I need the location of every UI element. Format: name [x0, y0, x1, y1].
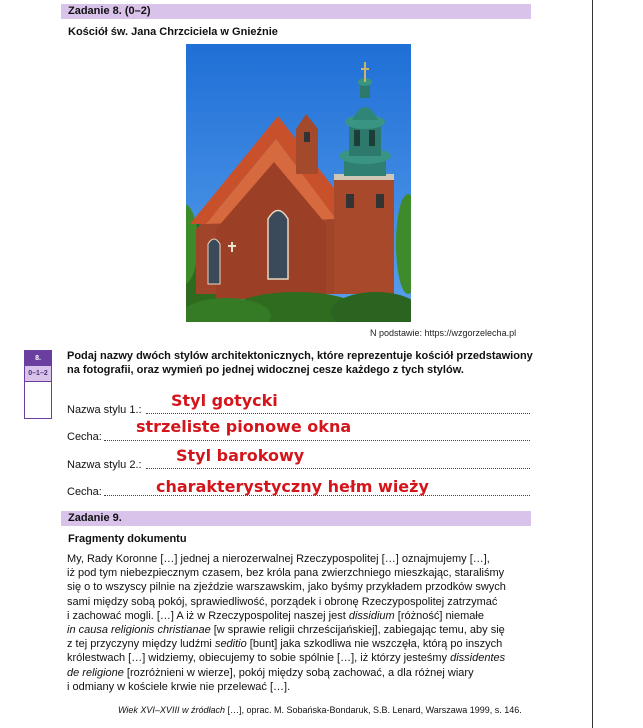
- page-right-border: [592, 0, 593, 728]
- task-8-subtitle: Kościół św. Jana Chrzciciela w Gnieźnie: [68, 26, 278, 38]
- score-range: 0–1–2: [25, 366, 51, 382]
- feature-1-label: Cecha:: [67, 431, 102, 443]
- task-9-header: Zadanie 9.: [68, 512, 122, 524]
- style-2-line[interactable]: [146, 468, 530, 469]
- document-excerpt: [67, 552, 532, 694]
- excerpt-line: in causa religionis christianae [w sprawie religii chrześcijańskiej], zabiegając temu, aby się: [67, 624, 505, 637]
- latin-term: in causa religionis christianae: [67, 624, 211, 637]
- church-photo: [186, 44, 411, 322]
- excerpt-line: i zachować mogli. […] A iż w Rzeczypospolitej naszej jest dissidium [różność] niemałe: [67, 609, 484, 622]
- task-8-header-bar: [61, 4, 531, 19]
- excerpt-line: iż pod tym niebezpiecznym czasem, bez króla pana zwierzchniego mieszkając, staraliśmy: [67, 567, 505, 580]
- feature-2-answer: charakterystyczny hełm wieży: [156, 477, 429, 496]
- score-number: 8.: [25, 351, 51, 366]
- task-8-question: Podaj nazwy dwóch stylów architektonicznych, które reprezentuje kościół przedstawiony na fotografii, oraz wymień po jednej widocznej cesze każdego z tych stylów.: [67, 350, 533, 376]
- score-box: [24, 350, 52, 419]
- style-1-label: Nazwa stylu 1.:: [67, 404, 142, 416]
- church-illustration: [186, 44, 411, 322]
- feature-1-line[interactable]: [104, 440, 530, 441]
- excerpt-line: się o to wszyscy pilnie na zjeździe warszawskim, jako byśmy przykładem przodków swych: [67, 581, 506, 594]
- style-2-label: Nazwa stylu 2.:: [67, 459, 142, 471]
- excerpt-line: królestwach […] widziemy, obiecujemy to sobie spólnie […], iż którzy jesteśmy dissidentes: [67, 652, 506, 665]
- photo-caption: N podstawie: https://wzgorzelecha.pl: [370, 328, 517, 338]
- latin-term: dissidium: [348, 609, 395, 622]
- excerpt-line: i odmiany w kościele krwie nie przelewać […].: [67, 680, 291, 693]
- feature-1-answer: strzeliste pionowe okna: [136, 417, 352, 436]
- excerpt-line: sami między sobą pokój, sprawiedliwość, porządek i obronę Rzeczypospolitej zatrzymać: [67, 595, 498, 608]
- latin-term: de religione: [67, 666, 124, 679]
- task-8-header: Zadanie 8. (0–2): [68, 5, 151, 17]
- task-9-subtitle: Fragmenty dokumentu: [68, 533, 187, 545]
- score-entry-cell[interactable]: [25, 382, 51, 418]
- task-9-header-bar: [61, 511, 531, 526]
- source-citation: Wiek XVI–XVIII w źródłach […], oprac. M. Sobańska-Bondaruk, S.B. Lenard, Warszawa 1999, s. 146.: [118, 705, 522, 715]
- excerpt-line: My, Rady Koronne […] jednej a nierozerwalnej Rzeczypospolitej […] oznajmujemy […],: [67, 553, 490, 565]
- latin-term: dissidentes: [450, 652, 506, 665]
- excerpt-line: de religione [rozróżnieni w wierze], pokój między sobą zachować, a dla różnej wiary: [67, 666, 474, 679]
- style-1-answer: Styl gotycki: [171, 391, 278, 410]
- excerpt-line: z tej przyczyny między ludźmi seditio [bunt] jaka szkodliwa nie wszczęła, którą po inszych: [67, 638, 503, 651]
- style-1-line[interactable]: [146, 413, 530, 414]
- style-2-answer: Styl barokowy: [176, 446, 305, 465]
- latin-term: seditio: [214, 638, 247, 651]
- feature-2-label: Cecha:: [67, 486, 102, 498]
